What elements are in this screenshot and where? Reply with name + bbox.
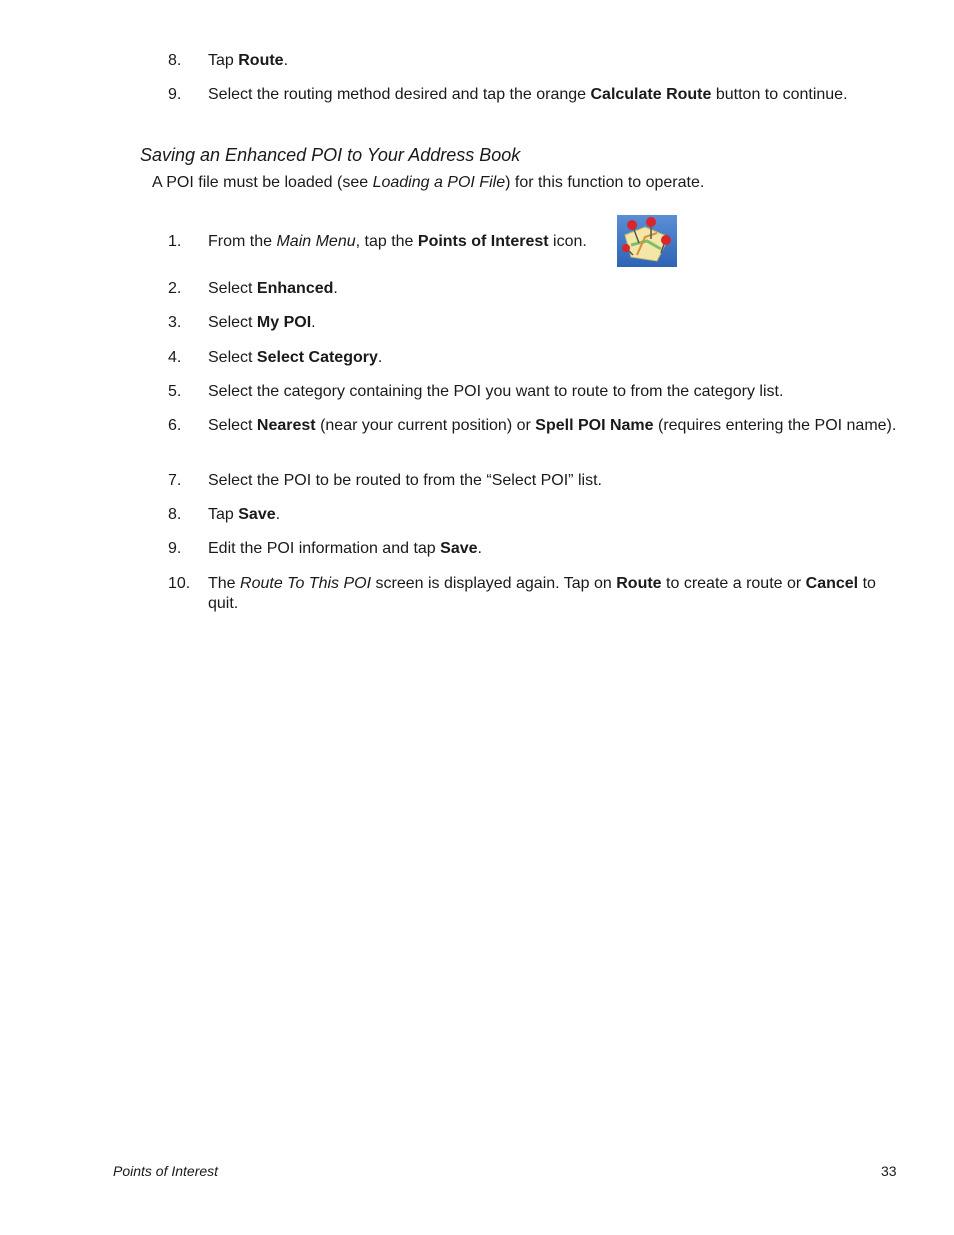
- step-text: [208, 539, 898, 559]
- bold-term: Route: [238, 52, 284, 69]
- text-run: .: [311, 314, 316, 331]
- step-text: [208, 51, 898, 71]
- step-number: 4.: [168, 349, 182, 366]
- text-run: Select the routing method desired and tap the orange: [208, 86, 591, 103]
- text-run: .: [333, 280, 338, 297]
- text-run: From the: [208, 233, 277, 250]
- footer-page-number: 33: [881, 1163, 897, 1179]
- text-run: icon.: [548, 233, 587, 250]
- text-run: .: [377, 349, 383, 366]
- text-run: (near your current position) or: [315, 417, 536, 434]
- text-run: Select the POI to be routed to from the “Select POI” list.: [208, 472, 602, 489]
- text-run: screen is displayed again. Tap on: [371, 575, 617, 592]
- bold-term: My POI: [256, 314, 312, 331]
- bold-term: Save: [440, 540, 478, 557]
- text-run: Select: [208, 280, 257, 297]
- step-number: 9.: [168, 540, 182, 557]
- section-heading: Saving an Enhanced POI to Your Address Book: [140, 145, 521, 165]
- text-run: to create a route or: [661, 575, 806, 592]
- step-number: 3.: [168, 314, 182, 331]
- bold-term: Enhanced: [256, 280, 334, 297]
- text-run: Select: [208, 314, 257, 331]
- step-text: [208, 279, 898, 299]
- text-run: button to continue.: [711, 86, 848, 103]
- step-number: 1.: [168, 233, 182, 250]
- text-run: ) for this function to operate.: [505, 174, 705, 191]
- text-run: The: [208, 575, 241, 592]
- text-run: Tap: [208, 52, 239, 69]
- text-run: Select the category containing the POI you want to route to from the category list.: [208, 383, 784, 400]
- step-text: [208, 416, 898, 436]
- step-number: 5.: [168, 383, 182, 400]
- section-intro: [152, 173, 704, 193]
- bold-term: Calculate Route: [590, 86, 712, 103]
- bold-term: Nearest: [256, 417, 316, 434]
- text-run: , tap the: [355, 233, 418, 250]
- step-text: [208, 471, 898, 491]
- text-run: (requires entering the POI name).: [653, 417, 897, 434]
- step-text: [208, 232, 898, 252]
- text-run: Select: [208, 417, 257, 434]
- text-run: A POI file must be loaded (see: [152, 174, 373, 191]
- text-run: .: [283, 52, 289, 69]
- step-number: 9.: [168, 86, 182, 103]
- step-number: 6.: [168, 417, 182, 434]
- step-text: [208, 313, 898, 333]
- text-run: .: [275, 506, 281, 523]
- step-number: 8.: [168, 506, 182, 523]
- bold-term: Points of Interest: [417, 233, 549, 250]
- step-number: 10.: [168, 575, 191, 592]
- step-text: [208, 382, 898, 402]
- text-run: .: [477, 540, 482, 557]
- italic-term: Route To This POI: [240, 575, 372, 592]
- bold-term: Route: [616, 575, 662, 592]
- text-run: Select: [208, 349, 257, 366]
- bold-term: Save: [238, 506, 276, 523]
- points-of-interest-icon: [617, 215, 677, 267]
- text-run: Tap: [208, 506, 239, 523]
- step-text: [208, 574, 898, 614]
- bold-term: Select Category: [256, 349, 378, 366]
- step-number: 8.: [168, 52, 182, 69]
- step-number: 2.: [168, 280, 182, 297]
- text-run: Edit the POI information and tap: [208, 540, 441, 557]
- footer-section-title: Points of Interest: [113, 1163, 219, 1179]
- bold-term: Spell POI Name: [535, 417, 654, 434]
- step-text: [208, 85, 898, 105]
- italic-term: Loading a POI File: [372, 174, 506, 191]
- bold-term: Cancel: [805, 575, 859, 592]
- step-text: [208, 505, 898, 525]
- text-run: to quit.: [208, 575, 876, 612]
- italic-term: Main Menu: [276, 233, 356, 250]
- step-text: [208, 348, 898, 368]
- step-number: 7.: [168, 472, 182, 489]
